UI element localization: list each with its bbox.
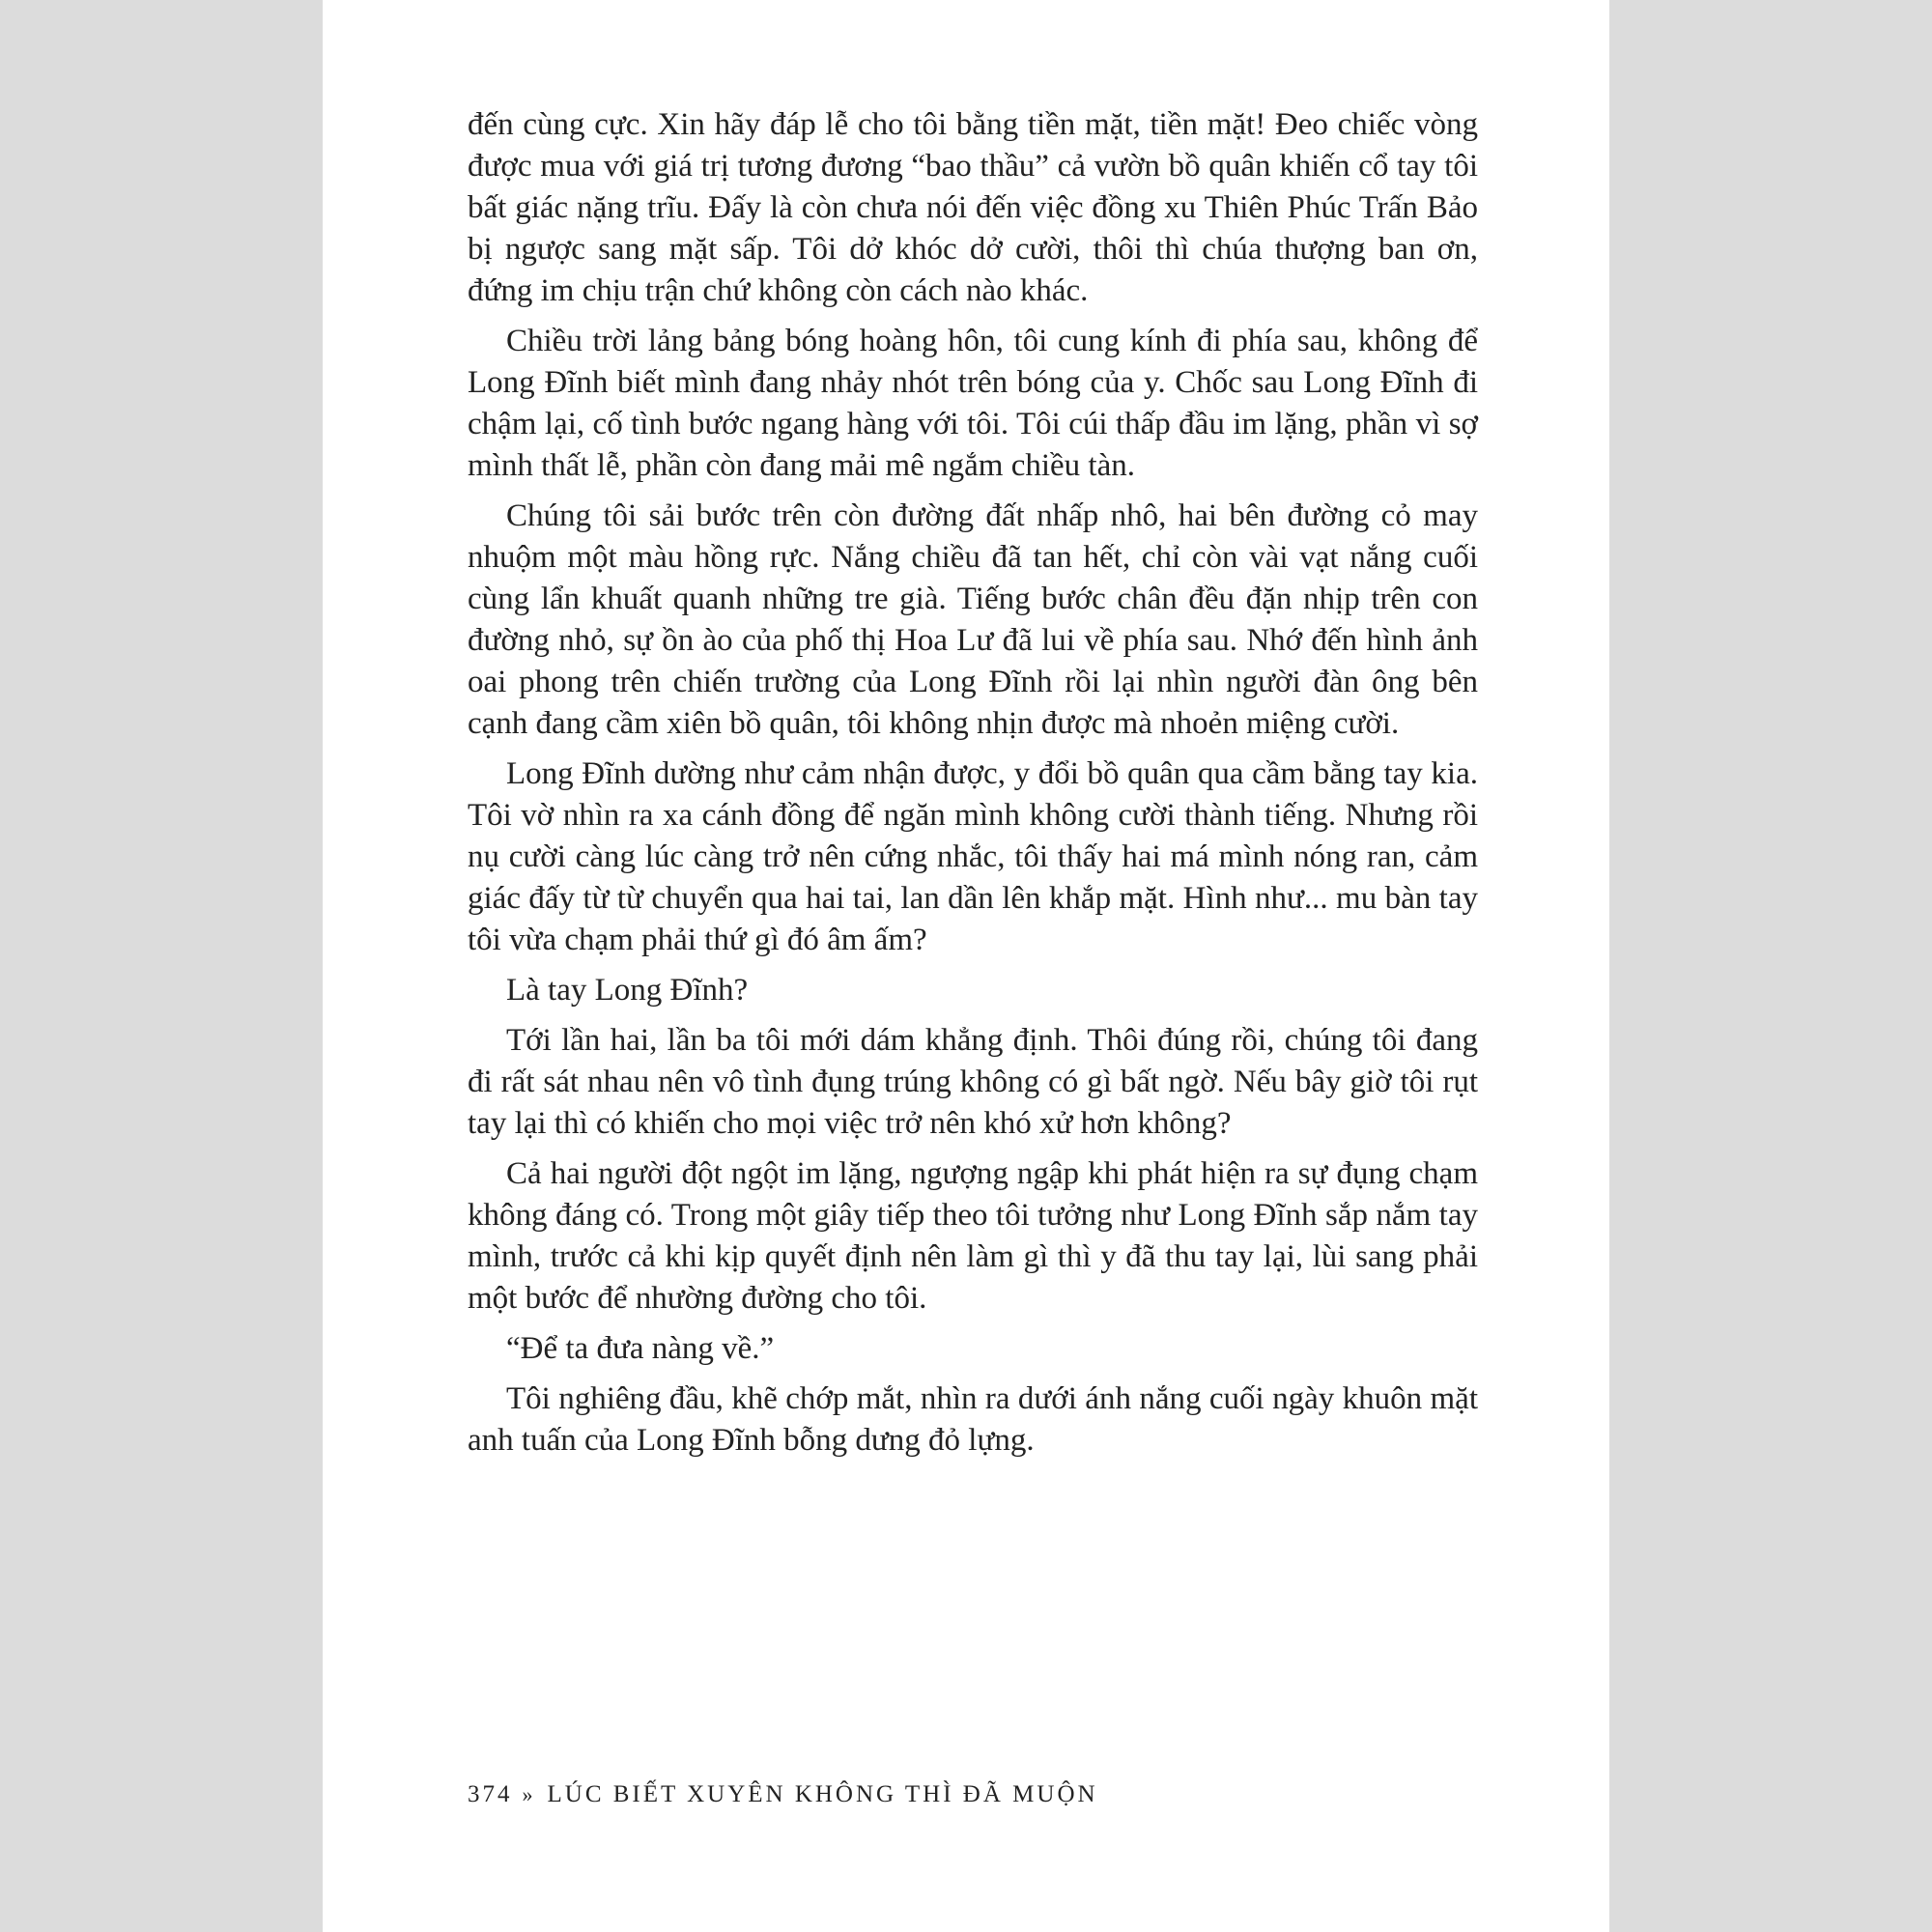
page-footer bbox=[468, 1781, 1098, 1808]
paragraph: Là tay Long Đĩnh? bbox=[506, 973, 749, 1008]
paragraph: Long Đĩnh dường như cảm nhận được, y đổi bồ quân qua cầm bằng tay kia. Tôi vờ nhìn ra xa cánh đồng để ngăn mình không cười thành tiếng. Nhưng rồi nụ cười càng lúc càng trở nên cứng nhắc, tôi thấy hai má mình nóng ran, cảm giác đấy từ từ chuyển qua hai tai, lan dần lên khắp mặt. Hình như... mu bàn tay tôi vừa chạm phải thứ gì đó âm ấm? bbox=[468, 756, 1478, 957]
paragraph: Chiều trời lảng bảng bóng hoàng hôn, tôi cung kính đi phía sau, không để Long Đĩnh biết mình đang nhảy nhót trên bóng của y. Chốc sau Long Đĩnh đi chậm lại, cố tình bước ngang hàng với tôi. Tôi cúi thấp đầu im lặng, phần vì sợ mình thất lễ, phần còn đang mải mê ngắm chiều tàn. bbox=[468, 324, 1478, 483]
paragraph: Chúng tôi sải bước trên còn đường đất nhấp nhô, hai bên đường cỏ may nhuộm một màu hồng rực. Nắng chiều đã tan hết, chỉ còn vài vạt nắng cuối cùng lẩn khuất quanh những tre già. Tiếng bước chân đều đặn nhịp trên con đường nhỏ, sự ồn ào của phố thị Hoa Lư đã lui về phía sau. Nhớ đến hình ảnh oai phong trên chiến trường của Long Đĩnh rồi lại nhìn người đàn ông bên cạnh đang cầm xiên bồ quân, tôi không nhịn được mà nhoẻn miệng cười. bbox=[468, 498, 1478, 741]
book-page bbox=[323, 0, 1609, 1932]
paragraph: đến cùng cực. Xin hãy đáp lễ cho tôi bằng tiền mặt, tiền mặt! Đeo chiếc vòng được mua với giá trị tương đương “bao thầu” cả vườn bồ quân khiến cổ tay tôi bất giác nặng trĩu. Đấy là còn chưa nói đến việc đồng xu Thiên Phúc Trấn Bảo bị ngược sang mặt sấp. Tôi dở khóc dở cười, thôi thì chúa thượng ban ơn, đứng im chịu trận chứ không còn cách nào khác. bbox=[468, 107, 1478, 308]
paragraph: Tới lần hai, lần ba tôi mới dám khẳng định. Thôi đúng rồi, chúng tôi đang đi rất sát nhau nên vô tình đụng trúng không có gì bất ngờ. Nếu bây giờ tôi rụt tay lại thì có khiến cho mọi việc trở nên khó xử hơn không? bbox=[468, 1023, 1478, 1141]
paragraph: Cả hai người đột ngột im lặng, ngượng ngập khi phát hiện ra sự đụng chạm không đáng có. Trong một giây tiếp theo tôi tưởng như Long Đĩnh sắp nắm tay mình, trước cả khi kịp quyết định nên làm gì thì y đã thu tay lại, lùi sang phải một bước để nhường đường cho tôi. bbox=[468, 1156, 1478, 1316]
body-text bbox=[468, 104, 1478, 1470]
paragraph: “Để ta đưa nàng về.” bbox=[506, 1331, 775, 1366]
paragraph: Tôi nghiêng đầu, khẽ chớp mắt, nhìn ra dưới ánh nắng cuối ngày khuôn mặt anh tuấn của Long Đĩnh bỗng dưng đỏ lựng. bbox=[468, 1381, 1478, 1458]
page-number: 374 bbox=[468, 1781, 513, 1807]
running-title: LÚC BIẾT XUYÊN KHÔNG THÌ ĐÃ MUỘN bbox=[547, 1781, 1098, 1807]
separator-glyph: » bbox=[522, 1782, 536, 1806]
